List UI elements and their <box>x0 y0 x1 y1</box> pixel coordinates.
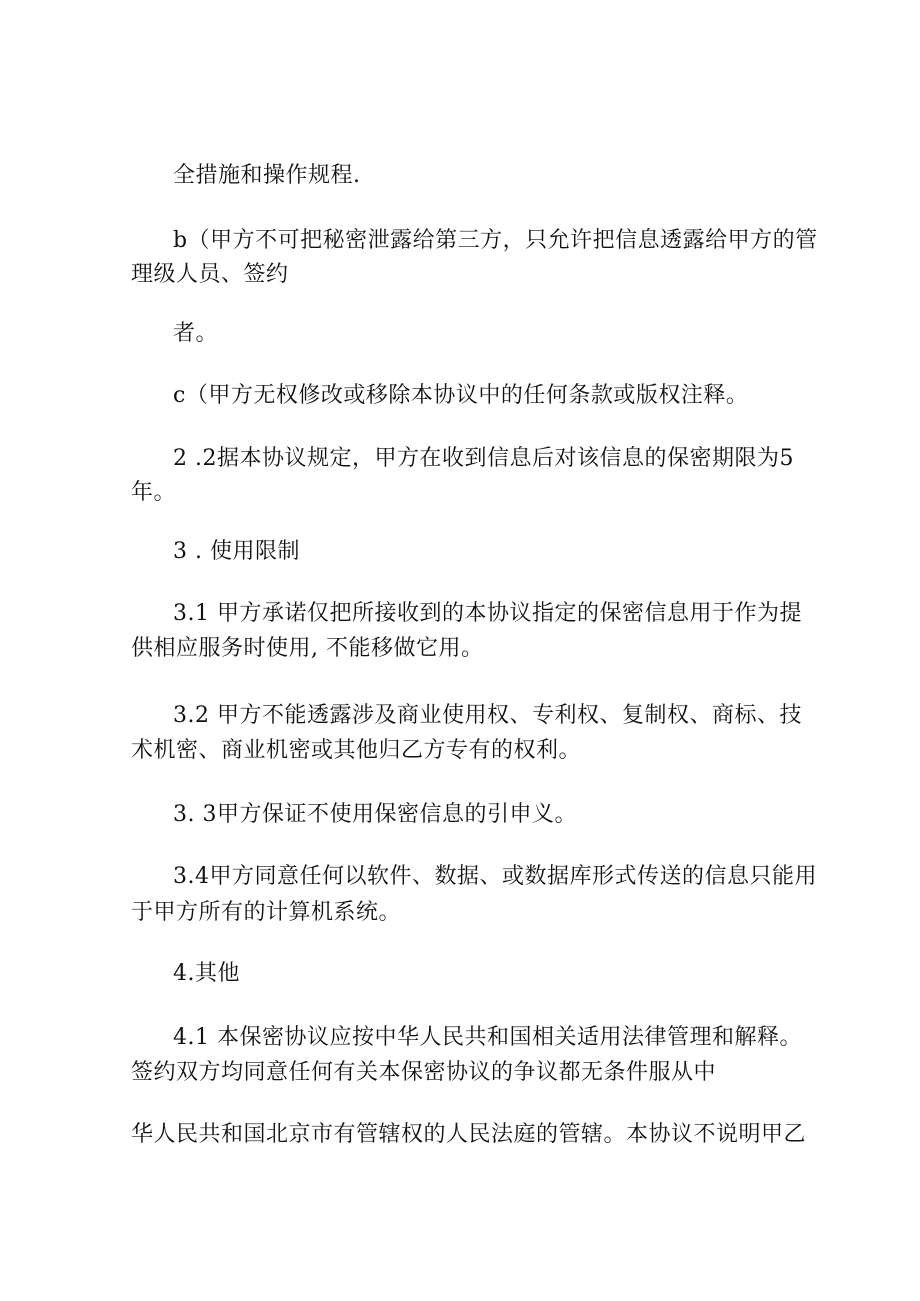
paragraph-line: 华人民共和国北京市有管辖权的人民法庭的管辖。本协议不说明甲乙 <box>131 1122 807 1147</box>
paragraph-line: 全措施和操作规程. <box>173 163 361 188</box>
paragraph-line: 者。 <box>173 321 219 346</box>
paragraph-line: 2 .2据本协议规定，甲方在收到信息后对该信息的保密期限为5 <box>173 446 794 471</box>
paragraph-line: 年。 <box>131 480 177 505</box>
paragraph-line: 术机密、商业机密或其他归乙方专有的权利。 <box>131 738 582 763</box>
paragraph-line: 3.4甲方同意任何以软件、数据、或数据库形式传送的信息只能用 <box>173 864 817 889</box>
paragraph-line: 4.1 本保密协议应按中华人民共和国相关适用法律管理和解释。 <box>173 1025 802 1050</box>
paragraph-line: 供相应服务时使用, 不能移做它用。 <box>131 636 484 661</box>
paragraph-line: 3.2 甲方不能透露涉及商业使用权、专利权、复制权、商标、技 <box>173 703 802 728</box>
paragraph-line: c（甲方无权修改或移除本协议中的任何条款或版权注释。 <box>173 383 749 408</box>
paragraph-line: b（甲方不可把秘密泄露给第三方，只允许把信息透露给甲方的管 <box>173 228 818 253</box>
paragraph-line: 3. 3甲方保证不使用保密信息的引申义。 <box>173 802 577 827</box>
section-heading: 4.其他 <box>173 961 240 986</box>
paragraph-line: 签约双方均同意任何有关本保密协议的争议都无条件服从中 <box>131 1060 717 1085</box>
paragraph-line: 于甲方所有的计算机系统。 <box>131 900 402 925</box>
section-heading: 3 . 使用限制 <box>173 539 300 564</box>
paragraph-line: 3.1 甲方承诺仅把所接收到的本协议指定的保密信息用于作为提 <box>173 601 802 626</box>
paragraph-line: 理级人员、签约 <box>131 262 289 287</box>
